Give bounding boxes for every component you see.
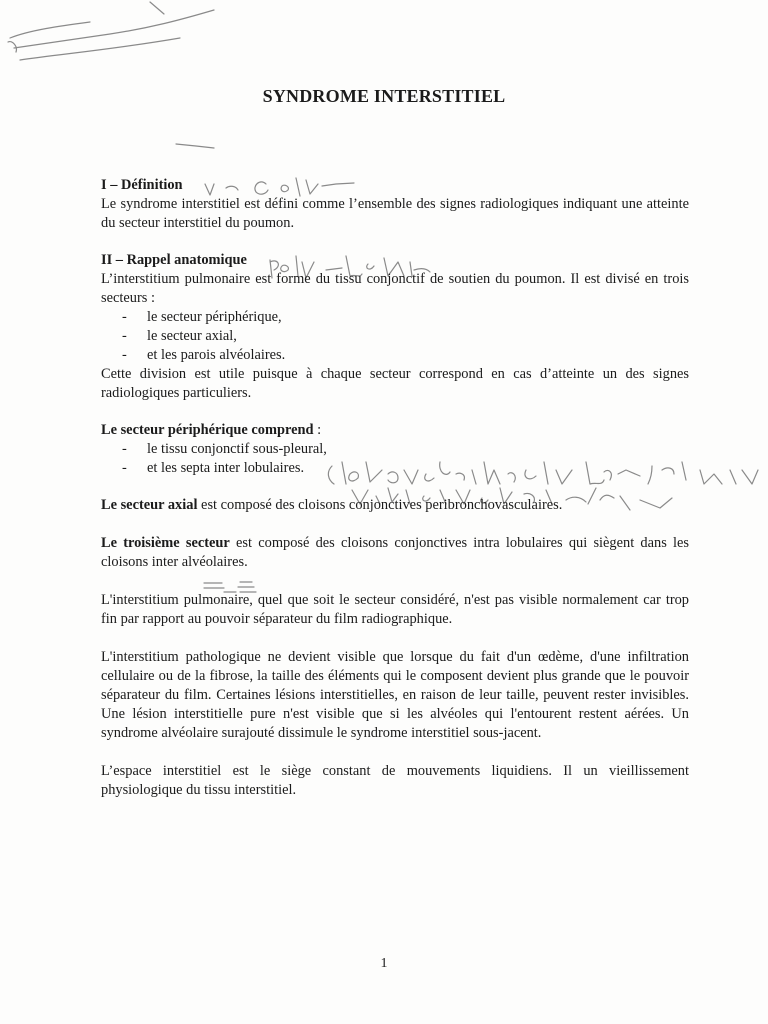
- peripheral-heading: Le secteur périphérique comprend :: [101, 422, 322, 438]
- section-definition-text: Le syndrome interstitiel est défini comme l’ensemble des signes radiologiques indiquant une atteinte du secteur interstitiel du poumon.: [101, 196, 689, 231]
- list-item: - et les parois alvéolaires.: [122, 347, 286, 363]
- scribble-faint: [150, 2, 214, 148]
- section-rappel-intro: L’interstitium pulmonaire est forme du tissu conjonctif de soutien du poumon. Il est divisé en trois secteurs :: [101, 271, 689, 306]
- page-number: 1: [380, 956, 388, 971]
- document-body: [101, 176, 689, 800]
- list-item: - et les septa inter lobulaires.: [122, 460, 305, 476]
- axial-paragraph: Le secteur axial est composé des cloisons conjonctives peribronchovasculaires.: [101, 497, 563, 513]
- list-item: - le tissu conjonctif sous-pleural,: [122, 441, 327, 457]
- paragraph-interstitial-space: L’espace interstitiel est le siège constant de mouvements liquidiens. Il un vieillissement physiologique du tissu interstitiel.: [101, 763, 689, 798]
- section-rappel-outro: Cette division est utile puisque à chaque secteur correspond en cas d’atteinte un des signes radiologiques particuliers.: [101, 366, 689, 401]
- section-definition-heading: I – Définition: [101, 177, 183, 193]
- paragraph-pathology: L'interstitium pathologique ne devient visible que lorsque du fait d'un œdème, d'une infiltration cellulaire ou de la fibrose, la taille des éléments qui le composent devient plus grande que le pouvoir séparateur du film. Certaines lésions interstitielles, en raison de leur taille, peuvent rester invisibles. Une lésion interstitielle pure n'est visible que si les alvéoles qui l'entourent restent aérées. Un syndrome alvéolaire surajouté dissimule le syndrome interstitiel sous-jacent.: [101, 649, 689, 741]
- sector-list: [101, 308, 689, 365]
- list-item: - le secteur périphérique,: [122, 309, 282, 325]
- section-rappel-heading: II – Rappel anatomique: [101, 252, 247, 268]
- paragraph-visibility: L'interstitium pulmonaire, quel que soit le secteur considéré, n'est pas visible normalement car trop fin par rapport au pouvoir séparateur du film radiographique.: [101, 592, 689, 627]
- peripheral-list: [101, 440, 689, 478]
- document-title: SYNDROME INTERSTITIEL: [262, 86, 506, 106]
- scribble-top-left: [8, 10, 214, 60]
- third-sector-paragraph: Le troisième secteur est composé des cloisons conjonctives intra lobulaires qui siègent dans les cloisons inter alvéolaires.: [101, 535, 689, 570]
- list-item: - le secteur axial,: [122, 328, 237, 344]
